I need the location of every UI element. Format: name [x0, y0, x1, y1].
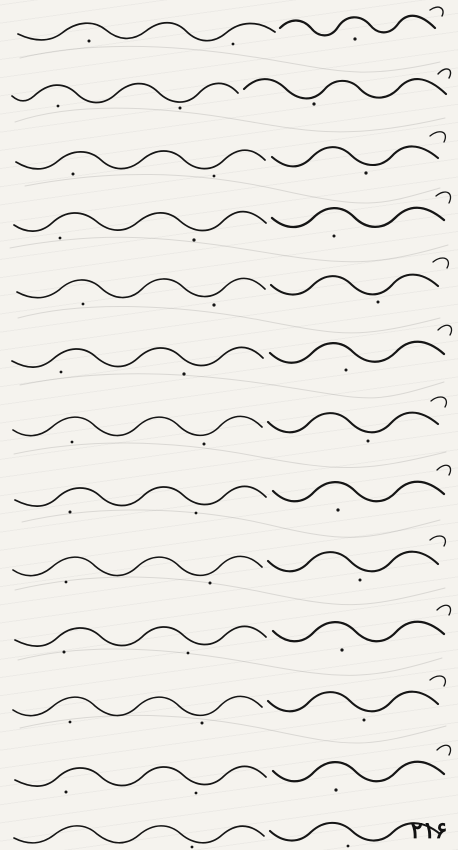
manuscript-line-10: [15, 605, 451, 654]
diacritic-dot: [69, 721, 72, 724]
diacritic-dot: [195, 792, 198, 795]
diacritic-dot: [213, 175, 216, 178]
manuscript-line-6: [12, 325, 452, 375]
diacritic-dot: [59, 237, 62, 240]
diacritic-dot: [333, 235, 336, 238]
diacritic-dot: [367, 440, 370, 443]
diacritic-dot: [363, 719, 366, 722]
diacritic-dot: [359, 579, 362, 582]
diacritic-dot: [65, 581, 68, 584]
ghost-stroke: [10, 237, 448, 261]
diacritic-dot: [347, 845, 350, 848]
diacritic-dot: [60, 371, 63, 374]
diacritic-dot: [345, 369, 348, 372]
ghost-stroke: [15, 108, 445, 132]
manuscript-line-13: [14, 823, 440, 849]
ghost-stroke: [15, 577, 445, 605]
ghost-stroke: [25, 174, 440, 203]
manuscript-line-12: [15, 745, 451, 794]
diacritic-dot: [63, 651, 66, 654]
diacritic-dot: [179, 107, 182, 110]
diacritic-dot: [340, 648, 343, 651]
diacritic-dot: [353, 37, 356, 40]
diacritic-dot: [65, 791, 68, 794]
diacritic-dot: [182, 372, 185, 375]
diacritic-dot: [312, 102, 315, 105]
ghost-stroke: [18, 306, 440, 332]
ghost-stroke: [20, 46, 440, 72]
page-number: ۲۱۶: [410, 817, 448, 844]
diacritic-dot: [203, 443, 206, 446]
ghost-stroke: [20, 374, 444, 398]
diacritic-dot: [377, 301, 380, 304]
ghost-stroke: [14, 443, 446, 468]
manuscript-line-11: [13, 676, 445, 725]
diacritic-dot: [191, 846, 194, 849]
diacritic-dot: [82, 303, 85, 306]
diacritic-dot: [232, 43, 235, 46]
diacritic-dot: [72, 173, 75, 176]
ghost-stroke: [20, 715, 446, 743]
manuscript-line-5: [17, 258, 448, 307]
diacritic-dot: [334, 788, 337, 791]
ghost-stroke: [18, 649, 442, 675]
manuscript-line-3: [16, 132, 445, 178]
manuscript-line-7: [13, 397, 446, 446]
diacritic-dot: [192, 238, 195, 241]
diacritic-dot: [364, 171, 367, 174]
diacritic-dot: [57, 105, 60, 108]
manuscript-line-9: [13, 536, 445, 585]
manuscript-line-1: [18, 7, 443, 45]
diacritic-dot: [187, 652, 190, 655]
manuscript-line-4: [14, 192, 451, 242]
ghost-stroke: [22, 510, 440, 537]
diacritic-dot: [336, 508, 339, 511]
diacritic-dot: [201, 722, 204, 725]
diacritic-dot: [212, 303, 215, 306]
manuscript-line-2: [12, 69, 451, 110]
manuscript-line-8: [15, 465, 451, 514]
diacritic-dot: [209, 582, 212, 585]
diacritic-dot: [69, 511, 72, 514]
diacritic-dot: [195, 512, 198, 515]
diacritic-dot: [71, 441, 74, 444]
diacritic-dot: [88, 40, 91, 43]
